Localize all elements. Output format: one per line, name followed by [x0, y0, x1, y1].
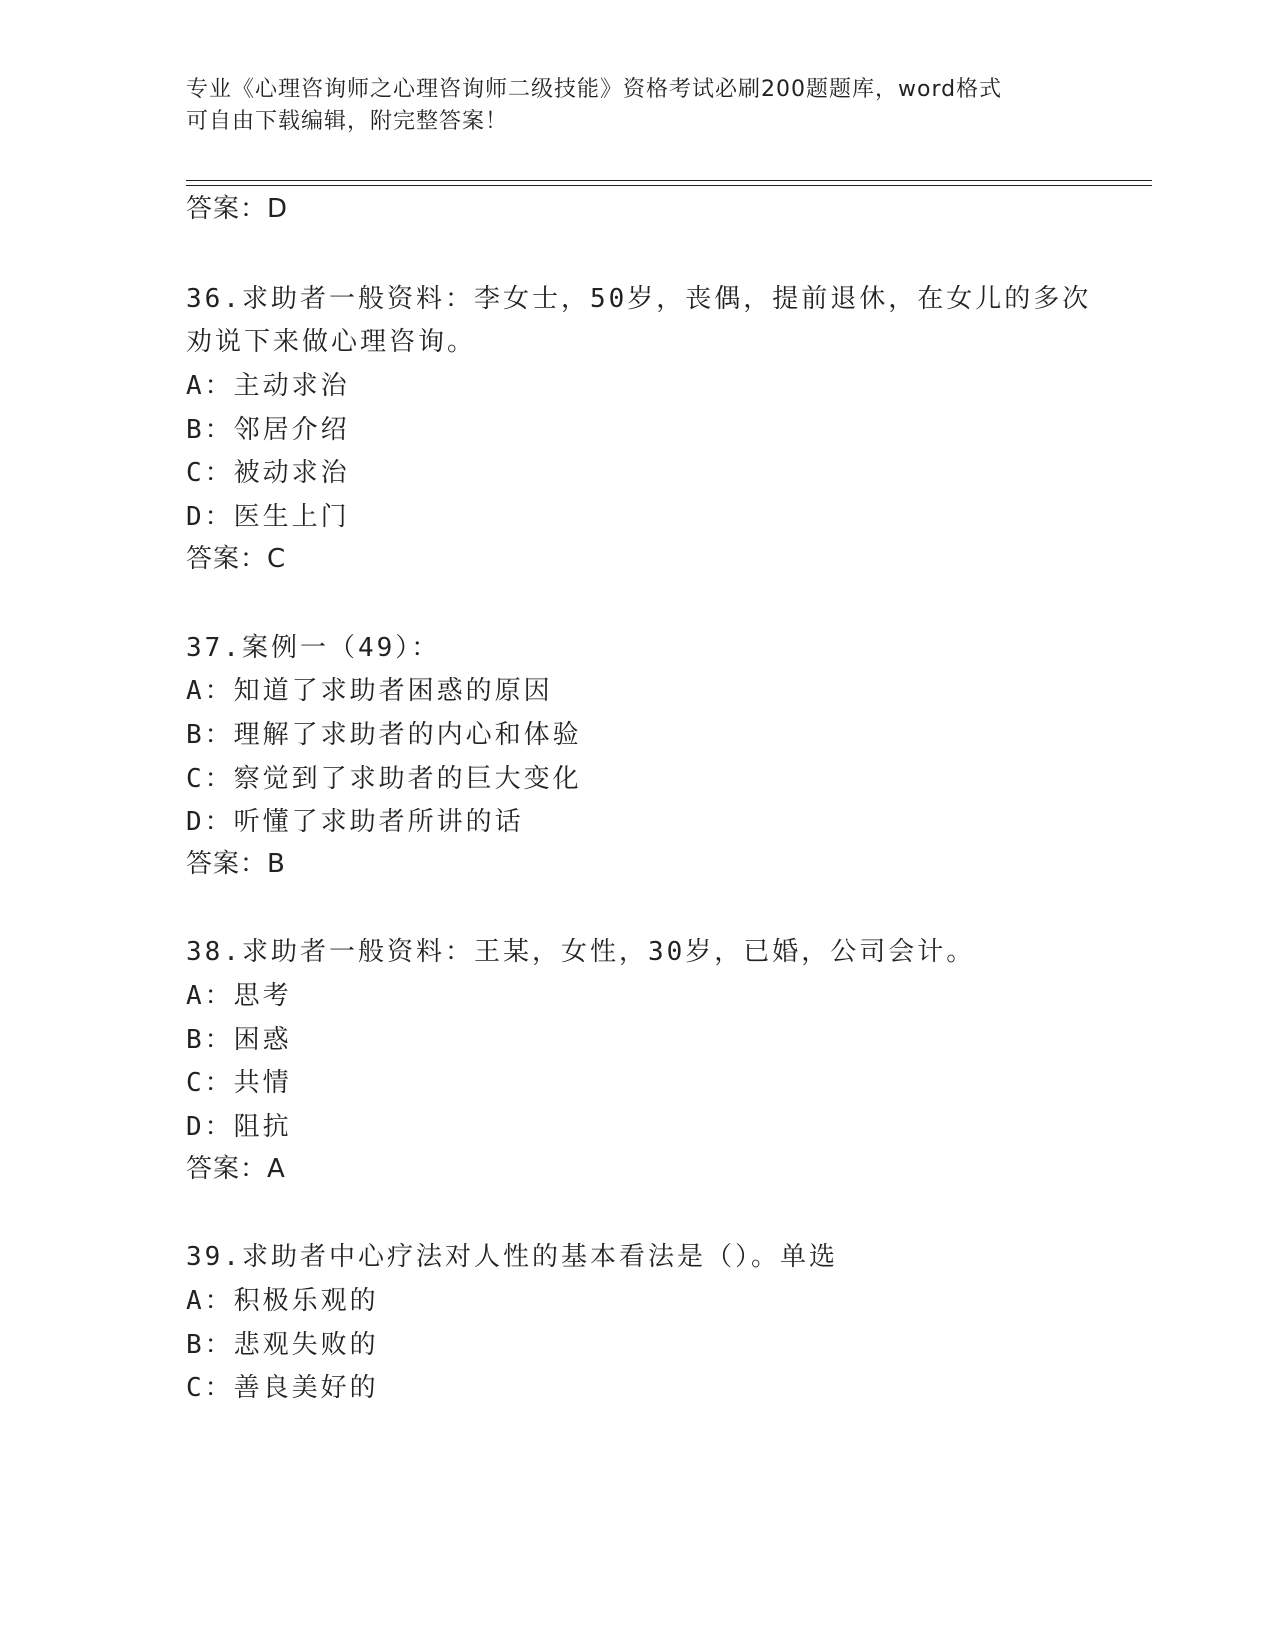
- question-36-option-d: D：医生上门: [186, 502, 350, 532]
- question-37-stem: 37.案例一（49）：: [186, 633, 441, 663]
- question-38-option-d: D：阻抗: [186, 1112, 292, 1142]
- question-36-stem-line-1: 36.求助者一般资料：李女士，50岁，丧偶，提前退休，在女儿的多次: [186, 284, 1092, 314]
- header-line-1: 专业《心理咨询师之心理咨询师二级技能》资格考试必刷200题题库，word格式: [186, 77, 1003, 102]
- header-line-2: 可自由下载编辑，附完整答案！: [186, 109, 509, 134]
- question-39-option-b: B：悲观失败的: [186, 1330, 379, 1360]
- question-38-option-a: A：思考: [186, 981, 292, 1011]
- question-36-option-b: B：邻居介绍: [186, 415, 350, 445]
- question-37-answer: 答案：B: [186, 849, 286, 879]
- question-39-option-a: A：积极乐观的: [186, 1286, 379, 1316]
- question-38-option-b: B：困惑: [186, 1025, 292, 1055]
- question-38-stem: 38.求助者一般资料：王某，女性，30岁，已婚，公司会计。: [186, 937, 976, 967]
- header-divider-bottom: [186, 185, 1152, 186]
- page-header: [186, 74, 1066, 138]
- question-36-answer: 答案：C: [186, 544, 287, 574]
- question-37-option-b: B：理解了求助者的内心和体验: [186, 720, 582, 750]
- question-37-option-c: C：察觉到了求助者的巨大变化: [186, 764, 582, 794]
- question-39-stem: 39.求助者中心疗法对人性的基本看法是（）。单选: [186, 1242, 838, 1272]
- question-36-stem-line-2: 劝说下来做心理咨询。: [186, 327, 477, 357]
- question-39-option-c: C：善良美好的: [186, 1373, 379, 1403]
- answer-previous: 答案：D: [186, 194, 289, 224]
- question-38-option-c: C：共情: [186, 1068, 292, 1098]
- question-37-option-a: A：知道了求助者困惑的原因: [186, 676, 553, 706]
- header-divider-top: [186, 180, 1152, 181]
- question-36-option-a: A：主动求治: [186, 371, 350, 401]
- question-37-option-d: D：听懂了求助者所讲的话: [186, 807, 524, 837]
- question-38-answer: 答案：A: [186, 1154, 286, 1184]
- question-36-option-c: C：被动求治: [186, 458, 350, 488]
